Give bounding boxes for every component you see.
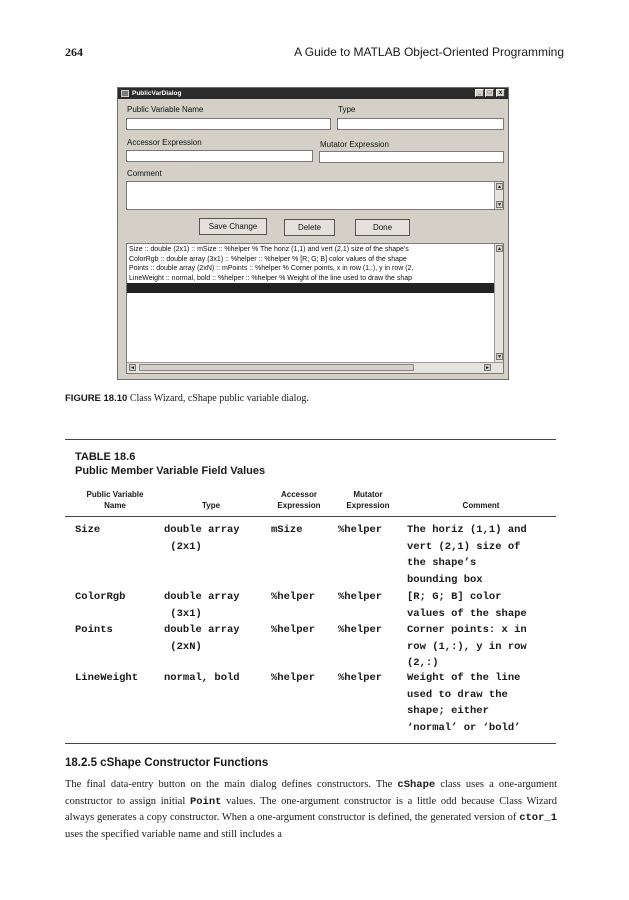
done-button[interactable]: Done	[355, 219, 410, 236]
header-line: Public Variable	[86, 490, 144, 499]
list-item[interactable]: LineWeight :: normal, bold :: %helper :: %helper % Weight of the line used to draw the shap	[129, 274, 413, 282]
list-vertical-scrollbar[interactable]	[494, 244, 503, 362]
selected-empty-row[interactable]	[127, 283, 503, 293]
figure-caption	[65, 393, 309, 404]
comment-scrollbar[interactable]	[494, 182, 503, 209]
cell-comment: The horiz (1,1) and vert (2,1) size of the shape’s bounding box	[407, 524, 527, 586]
cell-mutator: %helper	[338, 672, 383, 684]
cell-comment: Weight of the line used to draw the shape; either ‘normal’ or ‘bold’	[407, 672, 521, 734]
table-title: Public Member Variable Field Values	[75, 465, 266, 477]
list-item[interactable]: ColorRgb :: double array (3x1) :: %helper :: %helper % [R; G; B] color values of the shape	[129, 255, 407, 263]
running-head: A Guide to MATLAB Object-Oriented Programming	[294, 45, 564, 59]
accessor-expression-input[interactable]	[126, 150, 313, 162]
list-item[interactable]: Points :: double array (2xN) :: mPoints :: %helper % Corner points, x in row (1,:), y in row (2,	[129, 265, 414, 272]
header-line: Expression	[277, 501, 321, 510]
cell-name: ColorRgb	[75, 591, 126, 603]
mutator-expression-label: Mutator Expression	[320, 140, 389, 149]
public-variable-name-label: Public Variable Name	[127, 105, 204, 114]
type-label: Type	[338, 105, 356, 114]
col-header-comment: Comment	[462, 501, 500, 510]
type-input[interactable]	[337, 118, 504, 130]
public-variable-name-input[interactable]	[126, 118, 331, 130]
cell-mutator: %helper	[338, 524, 383, 536]
inline-code: cShape	[397, 779, 436, 791]
para-text: class uses a one-argument constructor to assign initial	[65, 779, 558, 807]
cell-name: LineWeight	[75, 672, 139, 684]
matlab-window-icon	[121, 90, 129, 97]
list-item[interactable]: Size :: double (2x1) :: mSize :: %helper % The horiz (1,1) and vert (2,1) size of the shape's	[129, 246, 409, 253]
cell-comment: [R; G; B] color values of the shape	[407, 591, 527, 620]
save-change-button[interactable]: Save Change	[199, 218, 267, 235]
col-header-type: Type	[201, 501, 221, 510]
col-header-name	[75, 489, 155, 511]
col-header-mutator	[336, 489, 400, 511]
header-line: Accessor	[280, 490, 318, 499]
title-bar	[118, 88, 508, 99]
mutator-expression-input[interactable]	[319, 151, 504, 163]
scroll-right-icon[interactable]: ►	[485, 365, 490, 371]
para-text: values. The one-argument constructor is a little odd because Class Wizard always generates a copy constructor. When a one-argument constructor is defined, the generated version of	[65, 795, 558, 824]
cell-comment: Corner points: x in row (1,:), y in row (2,:)	[407, 624, 527, 669]
list-horizontal-scrollbar[interactable]	[127, 362, 503, 373]
cell-accessor: mSize	[271, 524, 303, 536]
scroll-up-icon[interactable]: ▲	[497, 184, 502, 190]
cell-accessor: %helper	[271, 591, 316, 603]
cell-type: normal, bold	[164, 672, 240, 684]
comment-input[interactable]	[126, 181, 504, 210]
cell-name: Points	[75, 624, 113, 636]
para-text: The final data-entry button on the main dialog defines constructors. The	[65, 779, 393, 790]
table-bottom-rule	[65, 743, 556, 744]
cell-type: double array (3x1)	[164, 591, 240, 620]
scroll-up-icon[interactable]: ▲	[497, 246, 502, 252]
header-line: Name	[104, 501, 126, 510]
table-top-rule	[65, 439, 556, 440]
table-label: TABLE 18.6	[75, 451, 136, 463]
cell-type: double array (2x1)	[164, 524, 240, 553]
inline-code: Point	[189, 795, 222, 808]
scroll-thumb[interactable]	[139, 364, 414, 371]
scroll-left-icon[interactable]: ◄	[130, 365, 135, 371]
comment-label: Comment	[127, 169, 162, 178]
delete-button[interactable]: Delete	[284, 219, 335, 236]
page-number: 264	[65, 45, 83, 59]
header-line: Expression	[346, 501, 390, 510]
body-paragraph	[65, 777, 557, 843]
scroll-down-icon[interactable]: ▼	[497, 202, 502, 208]
cell-accessor: %helper	[271, 672, 316, 684]
variable-listbox[interactable]	[126, 243, 504, 374]
para-text: uses the specified variable name and still includes a	[65, 828, 282, 840]
figure-caption-text: Class Wizard, cShape public variable dialog.	[129, 393, 309, 404]
section-heading: 18.2.5 cShape Constructor Functions	[65, 757, 269, 769]
minimize-button[interactable]: _	[475, 89, 484, 97]
close-button[interactable]: x	[496, 89, 505, 97]
table-header-rule	[65, 516, 556, 517]
public-var-dialog	[117, 87, 509, 380]
cell-mutator: %helper	[338, 591, 383, 603]
cell-name: Size	[75, 524, 101, 536]
maximize-button[interactable]: □	[485, 89, 494, 97]
cell-mutator: %helper	[338, 624, 383, 636]
header-line: Mutator	[353, 490, 383, 499]
col-header-accessor	[268, 489, 330, 511]
figure-label: FIGURE 18.10	[65, 393, 128, 404]
accessor-expression-label: Accessor Expression	[127, 138, 202, 147]
cell-accessor: %helper	[271, 624, 316, 636]
inline-code: ctor_1	[519, 812, 558, 825]
cell-type: double array (2xN)	[164, 624, 240, 653]
dialog-title: PublicVarDialog	[132, 90, 182, 97]
scroll-down-icon[interactable]: ▼	[497, 354, 502, 360]
